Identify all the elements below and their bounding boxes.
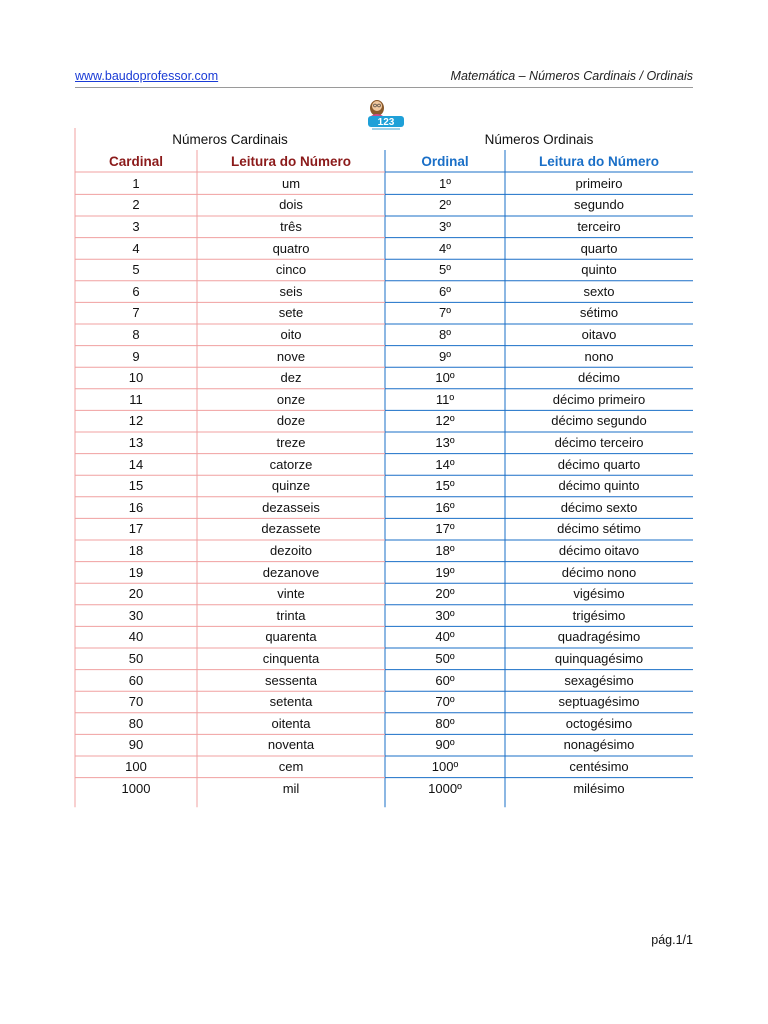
table-row [75,691,693,713]
cardinal-reading: cinquenta [262,651,320,666]
cardinal-reading: sessenta [264,672,318,688]
column-header-cardinal-reading: Leitura do Número [230,154,351,169]
cardinal-number: 7 [132,305,140,321]
table-row [75,756,693,778]
cardinal-reading: nove [276,348,306,364]
ordinal-reading: décimo [578,370,620,386]
table-row [75,626,693,648]
ordinal-number: 13º [435,435,455,450]
ordinal-reading: sexagésimo [564,672,634,688]
column-header-cardinal: Cardinal [108,154,163,169]
ordinal-reading: décimo quinto [558,478,640,494]
cardinal-section-title: Números Cardinais [172,132,288,147]
cardinal-number: 1000 [121,780,151,796]
table-row [75,238,693,260]
ordinal-number: 1º [439,175,451,191]
ordinal-reading: nonagésimo [563,737,635,753]
cardinal-number: 5 [132,262,140,278]
cardinal-reading: catorze [269,456,313,472]
ordinal-reading: terceiro [577,219,621,234]
cardinal-number: 50 [128,651,144,666]
ordinal-reading: quarto [580,240,618,256]
cardinal-number: 80 [128,715,144,731]
cardinal-reading: cinco [275,262,307,278]
table-row [75,734,693,756]
ordinal-reading: décimo sexto [560,499,638,515]
ordinal-number: 15º [435,478,455,494]
ordinal-number: 70º [435,694,455,710]
cardinal-reading: trinta [276,607,306,623]
logo-text: 123 [377,117,395,128]
table-row [75,173,693,195]
cardinal-number: 10 [128,370,144,386]
cardinal-number: 100 [125,759,147,774]
cardinal-reading: quinze [271,478,311,494]
cardinal-number: 1 [132,175,140,191]
teacher-123-logo [364,94,408,132]
table-row [75,497,693,519]
cardinal-reading: dezoito [270,543,312,558]
ordinal-reading: sexto [583,283,615,299]
cardinal-number: 30 [128,607,144,623]
ordinal-reading: décimo segundo [551,413,647,429]
table-row [75,410,693,432]
table-row [75,670,693,692]
ordinal-number: 50º [435,651,455,666]
cardinal-number: 20 [128,586,144,602]
table-row [75,713,693,735]
ordinal-reading: quinquagésimo [554,651,644,666]
cardinal-number: 9 [132,348,140,364]
ordinal-number: 12º [435,413,455,429]
cardinal-number: 8 [132,327,140,342]
ordinal-number: 5º [439,262,451,278]
cardinal-number: 18 [128,543,144,558]
ordinal-number: 10º [435,370,455,386]
cardinal-number: 90 [128,737,144,753]
cardinal-reading: dez [280,370,302,386]
cardinal-reading: dezanove [262,564,320,580]
ordinal-reading: quadragésimo [557,629,641,645]
ordinal-number: 90º [435,737,455,753]
ordinal-reading: segundo [574,197,624,213]
ordinal-reading: sétimo [579,305,619,321]
cardinal-number: 6 [132,283,140,299]
cardinal-number: 40 [128,629,144,645]
ordinal-reading: décimo quarto [557,456,641,472]
ordinal-reading: primeiro [575,175,623,191]
ordinal-number: 8º [439,327,451,342]
ordinal-number: 30º [435,607,455,623]
ordinal-number: 40º [435,629,455,645]
ordinal-reading: milésimo [573,780,625,796]
cardinal-number: 70 [128,694,144,710]
cardinal-reading: treze [276,435,306,450]
ordinal-number: 7º [439,305,451,321]
page-bottom-area [0,895,768,1024]
table-row [75,518,693,540]
cardinal-reading: dezassete [261,521,321,537]
ordinal-number: 4º [439,240,451,256]
cardinal-number: 13 [128,435,144,450]
cardinal-number: 2 [132,197,140,213]
column-header-ordinal-reading: Leitura do Número [538,154,659,169]
ordinal-number: 17º [435,521,455,537]
column-header-ordinal: Ordinal [421,154,469,169]
cardinal-number: 3 [132,219,140,234]
table-row [75,475,693,497]
ordinal-reading: septuagésimo [558,694,640,710]
cardinal-number: 11 [129,391,143,407]
ordinal-number: 14º [435,456,455,472]
table-row [75,259,693,281]
table-row [75,389,693,411]
cardinal-number: 14 [128,456,144,472]
cardinal-number: 4 [132,240,140,256]
cardinal-number: 15 [128,478,144,494]
table-row [75,346,693,368]
ordinal-section-title: Números Ordinais [484,132,594,147]
cardinal-reading: seis [279,283,303,299]
cardinal-number: 12 [128,413,144,429]
cardinal-number: 16 [128,499,144,515]
cardinal-number: 60 [128,672,144,688]
page-header [75,69,693,88]
cardinal-number: 17 [128,521,144,537]
cardinal-reading: setenta [269,694,313,710]
cardinal-reading: quatro [272,240,310,256]
cardinal-reading: mil [282,780,300,796]
ordinal-reading: trigésimo [572,607,626,623]
ordinal-number: 9º [439,348,451,364]
table-row [75,454,693,476]
table-row [75,778,693,800]
document-title: Matemática – Números Cardinais / Ordinais [450,69,693,83]
table-row [75,216,693,238]
table-row [75,367,693,389]
cardinal-reading: noventa [267,737,315,753]
ordinal-reading: décimo oitavo [558,543,640,558]
cardinal-reading: três [280,219,302,234]
ordinal-reading: vigésimo [573,586,625,602]
page-number: pág.1/1 [651,933,693,947]
cardinal-reading: quarenta [265,629,317,645]
table-row [75,194,693,216]
ordinal-number: 16º [435,499,455,515]
ordinal-reading: décimo sétimo [557,521,641,537]
ordinal-reading: décimo primeiro [552,391,646,407]
table-row [75,302,693,324]
cardinal-reading: dois [279,197,303,213]
cardinal-reading: sete [278,305,304,321]
ordinal-reading: décimo terceiro [554,435,644,450]
cardinal-reading: um [281,175,301,191]
cardinal-reading: dezasseis [262,499,320,515]
ordinal-number: 80º [435,715,455,731]
ordinal-number: 2º [439,197,451,213]
ordinal-number: 18º [435,543,455,558]
site-link[interactable]: www.baudoprofessor.com [75,69,219,83]
cardinal-reading: oitenta [271,715,311,731]
ordinal-number: 20º [435,586,455,602]
ordinal-reading: nono [584,348,614,364]
table-row [75,648,693,670]
ordinal-number: 1000º [428,780,462,796]
table-row [75,281,693,303]
ordinal-reading: oitavo [581,327,617,342]
table-row [75,432,693,454]
table-row [75,540,693,562]
cardinal-reading: onze [276,391,306,407]
cardinal-reading: doze [276,413,306,429]
ordinal-reading: octogésimo [565,715,633,731]
ordinal-number: 11º [435,391,455,407]
table-row [75,324,693,346]
ordinal-number: 100º [431,759,459,774]
cardinal-reading: cem [278,759,304,774]
ordinal-reading: quinto [581,262,617,278]
cardinal-reading: vinte [277,586,305,602]
table-row [75,562,693,584]
cardinal-reading: oito [280,327,302,342]
table-row [75,583,693,605]
ordinal-number: 6º [439,283,451,299]
table-row [75,605,693,627]
ordinal-number: 60º [435,672,455,688]
cardinal-number: 19 [128,564,144,580]
ordinal-reading: décimo nono [561,564,637,580]
ordinal-reading: centésimo [569,759,629,774]
ordinal-number: 3º [439,219,451,234]
ordinal-number: 19º [435,564,455,580]
